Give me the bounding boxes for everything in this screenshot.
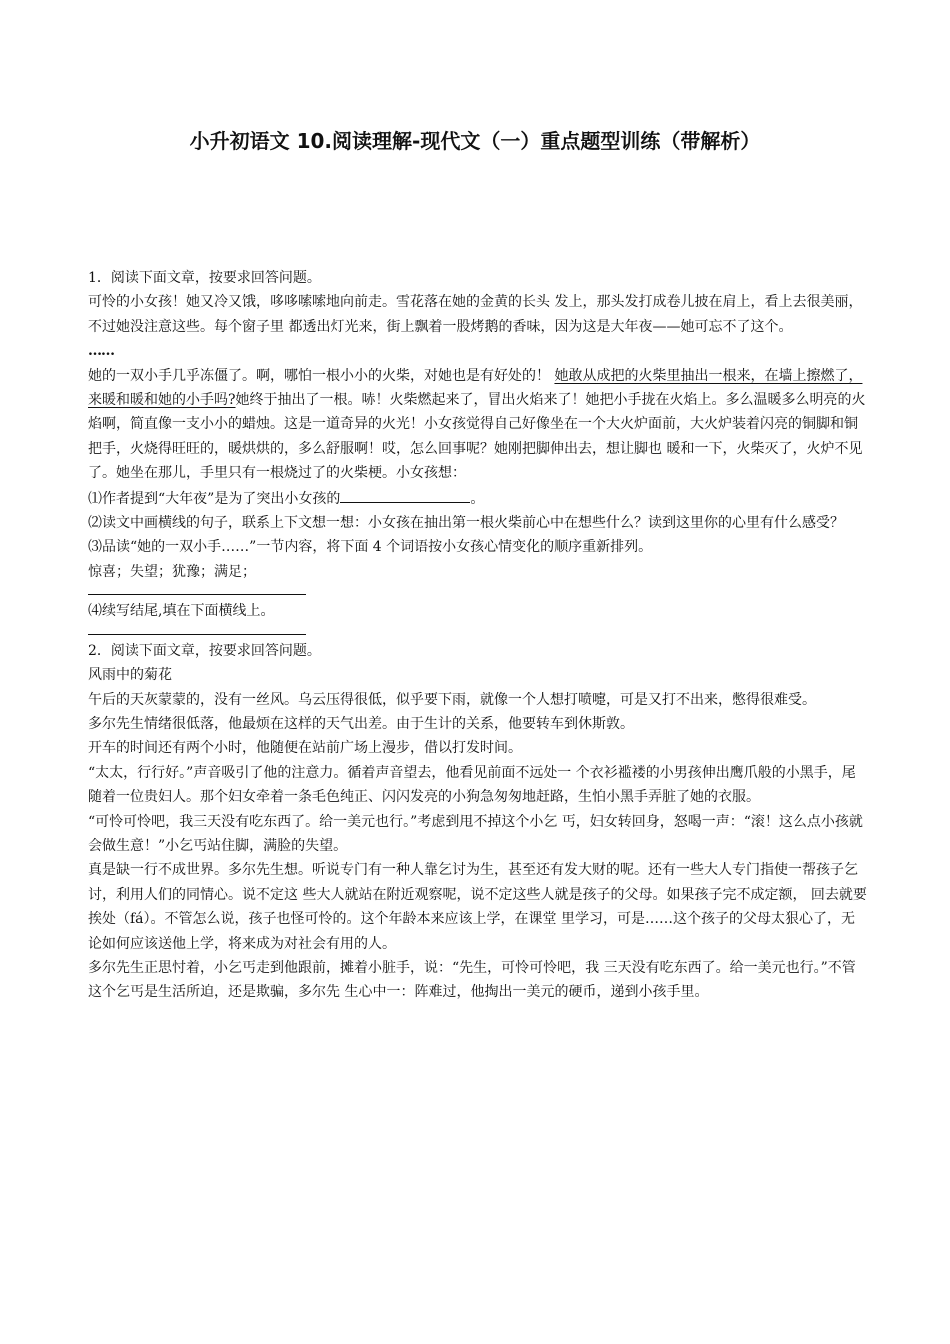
underlined-sentence: 她敢从成把的火柴里抽出一根来，在墙上擦燃了，来暖和暖和她的小手吗? — [88, 367, 863, 409]
answer-line-2 — [88, 624, 306, 635]
answer-line-1 — [88, 584, 306, 595]
q2-paragraph: “太太，行行好。”声音吸引了他的注意力。循着声音望去，他看见前面不远处一 个衣衫褴褛的小男孩伸出鹰爪般的小黑手，尾随着一位贵妇人。那个妇女牵着一条毛色纯正、闪闪发亮的小狗急匆匆地赶路，生怕小黑手弄脏了她的衣服。 — [88, 764, 856, 806]
sub-question-3: ⑶品读“她的一双小手……”一节内容，将下面 4 个词语按小女孩心情变化的顺序重新排列。 — [88, 539, 653, 556]
sub-question-1 — [88, 486, 868, 511]
q2-paragraph: 多尔先生情绪很低落，他最烦在这样的天气出差。由于生计的关系，他要转车到休斯敦。 — [88, 715, 634, 732]
q2-paragraph: 午后的天灰蒙蒙的，没有一丝风。乌云压得很低，似乎要下雨，就像一个人想打喷嚏，可是又打不出来，憋得很难受。 — [88, 691, 816, 708]
q1-ellipsis: …… — [88, 343, 114, 360]
answer-blank — [340, 486, 470, 503]
page-title: 小升初语文 10.阅读理解-现代文（一）重点题型训练（带解析） — [189, 129, 761, 153]
q2-paragraph: 多尔先生正思忖着，小乞丐走到他跟前，摊着小脏手，说：“先生，可怜可怜吧，我 三天没有吃东西了。给一美元也行。”不管这个乞丐是生活所迫，还是欺骗，多尔先 生心中一：阵难过，他掏出一美元的硬币，递到小孩手里。 — [88, 959, 856, 1001]
q2-paragraph: 真是缺一行不成世界。多尔先生想。听说专门有一种人靠乞讨为生，甚至还有发大财的呢。还有一些大人专门指使一帮孩子乞讨，利用人们的同情心。说不定这 些大人就站在附近观察呢，说不定这些人就是孩子的父母。如果孩子完不成定额， 回去就要挨处（fá）。不管怎么说，孩子也怪可怜的。这个年龄本来应该上学，在课堂 里学习，可是……这个孩子的父母太狠心了，无论如何应该送他上学，将来成为对社会有用的人。 — [88, 862, 867, 952]
q1-paragraph-1: 可怜的小女孩！她又冷又饿，哆哆嗦嗦地向前走。雪花落在她的金黄的长头 发上，那头发打成卷儿披在肩上，看上去很美丽，不过她没注意这些。每个窗子里 都透出灯光来，街上飘着一股烤鹅的香味，因为这是大年夜——她可忘不了这个。 — [88, 294, 863, 335]
sub-question-2: ⑵读文中画横线的句子，联系上下文想一想：小女孩在抽出第一根火柴前心中在想些什么？读到这里你的心里有什么感受？ — [88, 515, 844, 532]
q2-paragraph: 开车的时间还有两个小时，他随便在站前广场上漫步，借以打发时间。 — [88, 740, 522, 757]
sub-question-1-end: 。 — [470, 490, 485, 507]
question-1-intro: 1．阅读下面文章，按要求回答问题。 — [88, 270, 321, 286]
question-2-intro: 2．阅读下面文章，按要求回答问题。 — [88, 642, 321, 659]
document-body — [88, 266, 868, 1005]
sub-question-4: ⑷续写结尾,填在下面横线上。 — [88, 603, 275, 620]
sub-question-1-text: ⑴作者提到“大年夜”是为了突出小女孩的 — [88, 490, 341, 507]
q1-p2-after: 她终于抽出了一根。哧！火柴燃起来了，冒出火焰来了！她把小手拢在火焰上。多么温暖多么明亮的火焰啊，简直像一支小小的蜡烛。这是一道奇异的火光！小女孩觉得自己好像坐在一个大火炉面前，大火炉装着闪亮的铜脚和铜把手，火烧得旺旺的，暖烘烘的，多么舒服啊！哎，怎么回事呢？她刚把脚伸出去，想让脚也 暖和一下，火柴灭了，火炉不见了。她坐在那儿，手里只有一根烧过了的火柴梗。小女孩想： — [88, 392, 866, 482]
q1-p2-before: 她的一双小手几乎冻僵了。啊，哪怕一根小小的火柴，对她也是有好处的！ — [88, 367, 550, 384]
q2-paragraph: “可怜可怜吧，我三天没有吃东西了。给一美元也行。”考虑到甩不掉这个小乞 丐，妇女转回身，怒喝一声：“滚！这么点小孩就会做生意！”小乞丐站住脚，满脸的失望。 — [88, 813, 863, 854]
q1-paragraph-2 — [88, 364, 868, 486]
story-title: 风雨中的菊花 — [88, 667, 172, 684]
word-list: 惊喜；失望；犹豫；满足； — [88, 563, 256, 580]
